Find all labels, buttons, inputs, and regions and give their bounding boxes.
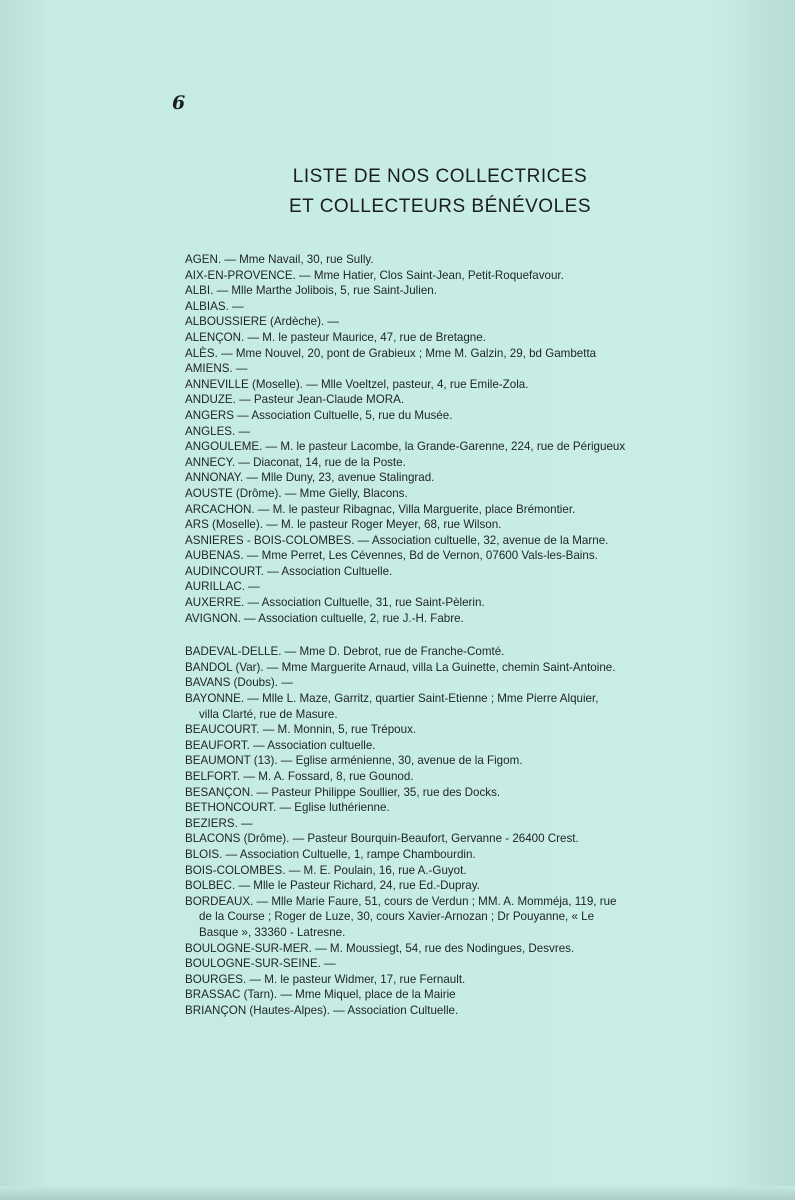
list-item: BESANÇON. — Pasteur Philippe Soullier, 35, rue des Docks.	[185, 785, 501, 799]
list-item-continuation: villa Clarté, rue de Masure.	[199, 707, 338, 721]
list-item: ALBI. — Mlle Marthe Jolibois, 5, rue Saint-Julien.	[185, 284, 437, 298]
list-item: AUBENAS. — Mme Perret, Les Cévennes, Bd de Vernon, 07600 Vals-les-Bains.	[185, 549, 598, 563]
entries-list	[185, 252, 705, 1019]
title-line-1: LISTE DE NOS COLLECTRICES	[292, 166, 588, 187]
list-item: BAVANS (Doubs). —	[185, 676, 293, 690]
list-item: ARS (Moselle). — M. le pasteur Roger Meyer, 68, rue Wilson.	[185, 518, 502, 532]
list-item: ANGERS — Association Cultuelle, 5, rue du Musée.	[185, 408, 453, 422]
list-item: AMIENS. —	[185, 362, 248, 376]
list-item: BEAUFORT. — Association cultuelle.	[185, 738, 376, 752]
list-item: BEAUCOURT. — M. Monnin, 5, rue Trépoux.	[185, 723, 417, 737]
list-item: ANNECY. — Diaconat, 14, rue de la Poste.	[185, 455, 406, 469]
list-item: BETHONCOURT. — Eglise luthérienne.	[185, 801, 390, 815]
list-item: BAYONNE. — Mlle L. Maze, Garritz, quartier Saint-Etienne ; Mme Pierre Alquier,	[185, 692, 599, 706]
list-item-continuation: Basque », 33360 - Latresne.	[199, 925, 346, 939]
list-item: ANNONAY. — Mlle Duny, 23, avenue Stalingrad.	[185, 471, 435, 485]
list-item: ANGLES. —	[185, 424, 251, 438]
list-item: BADEVAL-DELLE. — Mme D. Debrot, rue de Franche-Comté.	[185, 645, 505, 659]
list-item: ALENÇON. — M. le pasteur Maurice, 47, rue de Bretagne.	[185, 330, 486, 344]
list-item: ALBOUSSIERE (Ardèche). —	[185, 315, 339, 329]
page-bottom-edge	[0, 1186, 795, 1200]
title-line-2: ET COLLECTEURS BÉNÉVOLES	[288, 196, 592, 217]
page-title	[260, 162, 620, 222]
list-item: ANGOULEME. — M. le pasteur Lacombe, la Grande-Garenne, 224, rue de Périgueux	[185, 440, 626, 454]
list-item: ARCACHON. — M. le pasteur Ribagnac, Villa Marguerite, place Brémontier.	[185, 502, 576, 516]
list-item: BOLBEC. — Mlle le Pasteur Richard, 24, rue Ed.-Dupray.	[185, 879, 480, 893]
list-item: BOULOGNE-SUR-MER. — M. Moussiegt, 54, rue des Nodingues, Desvres.	[185, 941, 575, 955]
list-item: AOUSTE (Drôme). — Mme Gielly, Blacons.	[185, 486, 408, 500]
list-item: ASNIERES - BOIS-COLOMBES. — Association cultuelle, 32, avenue de la Marne.	[185, 533, 609, 547]
list-item: BOULOGNE-SUR-SEINE. —	[185, 957, 336, 971]
list-item: BORDEAUX. — Mlle Marie Faure, 51, cours de Verdun ; MM. A. Momméja, 119, rue	[185, 894, 617, 908]
list-item: ALÈS. — Mme Nouvel, 20, pont de Grabieux ; Mme M. Galzin, 29, bd Gambetta	[185, 346, 597, 360]
list-item: BEAUMONT (13). — Eglise arménienne, 30, avenue de la Figom.	[185, 754, 523, 768]
list-item: ALBIAS. —	[185, 299, 244, 313]
list-item: BLOIS. — Association Cultuelle, 1, rampe Chambourdin.	[185, 847, 476, 861]
list-item: BLACONS (Drôme). — Pasteur Bourquin-Beaufort, Gervanne - 26400 Crest.	[185, 832, 579, 846]
list-item: AURILLAC. —	[185, 580, 260, 594]
list-item: AUDINCOURT. — Association Cultuelle.	[185, 564, 393, 578]
list-item: BRASSAC (Tarn). — Mme Miquel, place de la Mairie	[185, 988, 456, 1002]
section-a	[185, 252, 705, 626]
list-item: AGEN. — Mme Navail, 30, rue Sully.	[185, 253, 374, 266]
list-item: BELFORT. — M. A. Fossard, 8, rue Gounod.	[185, 770, 414, 783]
list-item: BANDOL (Var). — Mme Marguerite Arnaud, villa La Guinette, chemin Saint-Antoine.	[185, 660, 616, 674]
list-item: ANDUZE. — Pasteur Jean-Claude MORA.	[185, 393, 405, 407]
section-gap	[185, 626, 705, 644]
list-item: AIX-EN-PROVENCE. — Mme Hatier, Clos Saint-Jean, Petit-Roquefavour.	[185, 268, 564, 282]
list-item: AUXERRE. — Association Cultuelle, 31, rue Saint-Pèlerin.	[185, 596, 485, 610]
section-b	[185, 644, 705, 1018]
list-item-continuation: de la Course ; Roger de Luze, 30, cours Xavier-Arnozan ; Dr Pouyanne, « Le	[199, 910, 595, 924]
list-item: BRIANÇON (Hautes-Alpes). — Association Cultuelle.	[185, 1003, 459, 1017]
list-item: BOIS-COLOMBES. — M. E. Poulain, 16, rue A.-Guyot.	[185, 863, 467, 877]
list-item: AVIGNON. — Association cultuelle, 2, rue J.-H. Fabre.	[185, 611, 464, 625]
list-item: ANNEVILLE (Moselle). — Mlle Voeltzel, pasteur, 4, rue Emile-Zola.	[185, 377, 529, 391]
list-item: BEZIERS. —	[185, 816, 253, 830]
page-number: 6	[172, 92, 186, 114]
list-item: BOURGES. — M. le pasteur Widmer, 17, rue Fernault.	[185, 972, 466, 986]
